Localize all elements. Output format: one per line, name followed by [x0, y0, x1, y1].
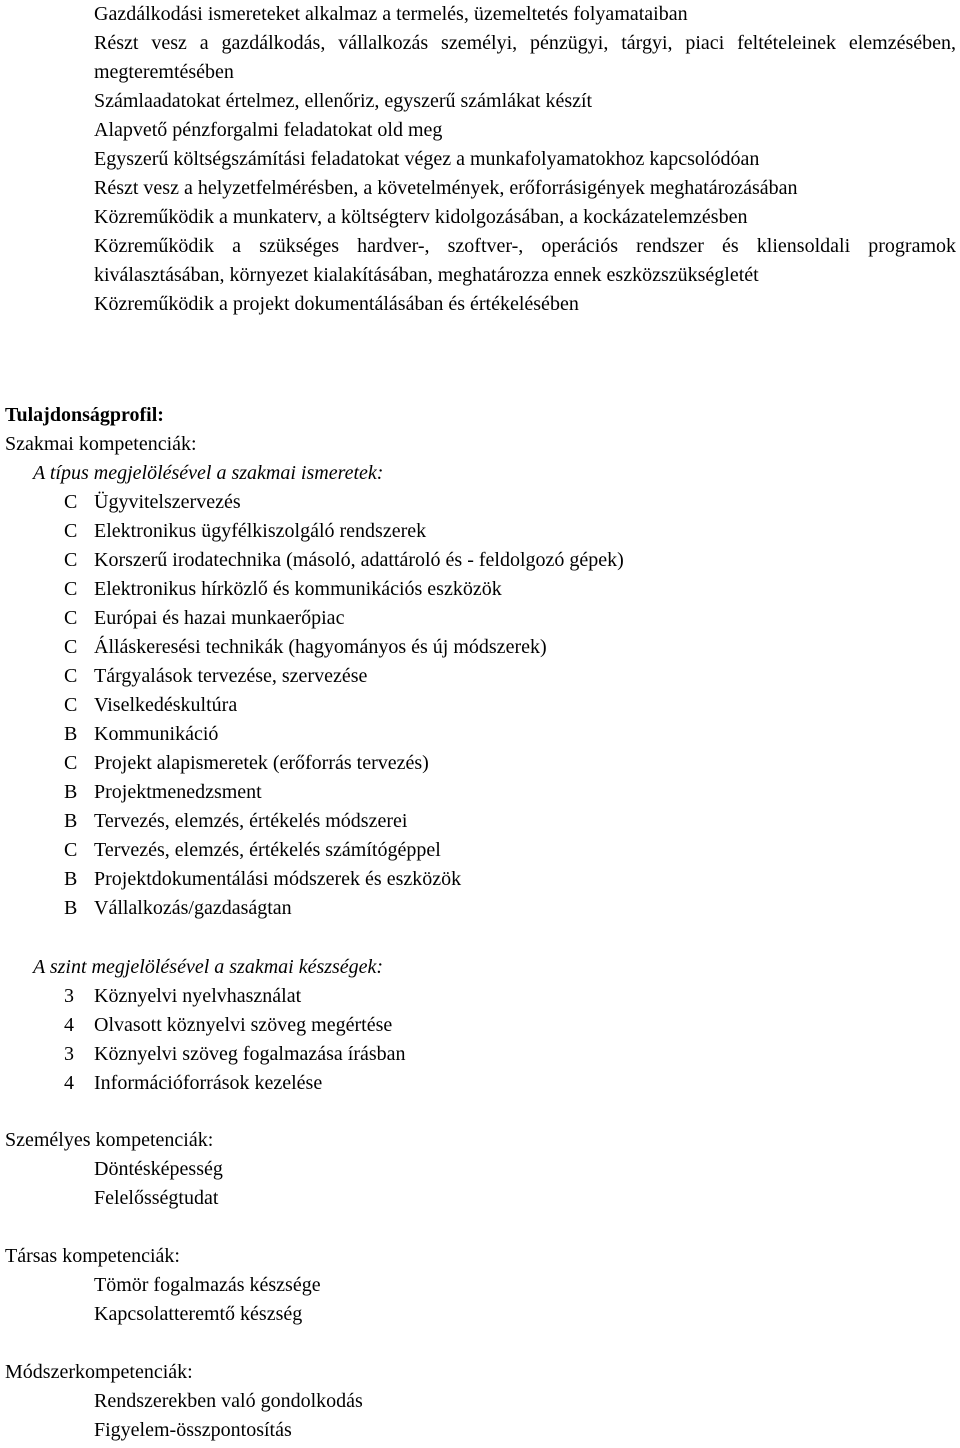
knowledge-text: Kommunikáció — [94, 723, 219, 745]
knowledge-text: Korszerű irodatechnika (másoló, adattároló és - feldolgozó gépek) — [94, 549, 624, 571]
level-number: 4 — [64, 1072, 74, 1094]
personal-competency: Döntésképesség — [94, 1158, 223, 1180]
task-item: Közreműködik a szükséges hardver-, szoftver-, operációs rendszer és kliensoldali programok kiválasztásában, környezet kialakításában, meghatározza ennek eszközszükségletét — [94, 235, 956, 286]
task-item: Gazdálkodási ismereteket alkalmaz a termelés, üzemeltetés folyamataiban — [94, 3, 688, 25]
knowledge-text: Tárgyalások tervezése, szervezése — [94, 665, 368, 687]
personal-competencies-label: Személyes kompetenciák: — [5, 1129, 214, 1151]
task-item: Részt vesz a gazdálkodás, vállalkozás személyi, pénzügyi, tárgyi, piaci feltételeinek elemzésében, megteremtésében — [94, 32, 956, 83]
skill-row — [0, 1011, 960, 1040]
knowledge-row — [0, 778, 960, 807]
knowledge-text: Projekt alapismeretek (erőforrás tervezés) — [94, 752, 429, 774]
knowledge-row — [0, 836, 960, 865]
skill-text: Köznyelvi szöveg fogalmazása írásban — [94, 1043, 406, 1065]
knowledge-row — [0, 546, 960, 575]
social-competencies-label: Társas kompetenciák: — [5, 1245, 180, 1267]
level-code: B — [64, 723, 78, 745]
skills-heading: A szint megjelölésével a szakmai készségek: — [33, 956, 384, 978]
level-code: C — [64, 636, 78, 658]
knowledge-row — [0, 865, 960, 894]
skill-row — [0, 1069, 960, 1098]
level-code: B — [64, 810, 78, 832]
level-number: 3 — [64, 985, 74, 1007]
knowledge-row — [0, 807, 960, 836]
task-item: Közreműködik a projekt dokumentálásában és értékelésében — [94, 293, 579, 315]
social-competency: Tömör fogalmazás készsége — [94, 1274, 321, 1296]
skill-text: Köznyelvi nyelvhasználat — [94, 985, 302, 1007]
skills-list — [0, 982, 960, 1098]
knowledge-row — [0, 604, 960, 633]
knowledge-list — [0, 488, 960, 923]
knowledge-text: Tervezés, elemzés, értékelés számítógéppel — [94, 839, 441, 861]
level-code: C — [64, 549, 78, 571]
knowledge-text: Vállalkozás/gazdaságtan — [94, 897, 292, 919]
knowledge-row — [0, 894, 960, 923]
knowledge-row — [0, 662, 960, 691]
level-code: C — [64, 752, 78, 774]
level-code: C — [64, 665, 78, 687]
level-code: C — [64, 520, 78, 542]
level-code: C — [64, 694, 78, 716]
level-number: 4 — [64, 1014, 74, 1036]
level-code: C — [64, 491, 78, 513]
level-code: C — [64, 839, 78, 861]
knowledge-text: Elektronikus hírközlő és kommunikációs eszközök — [94, 578, 502, 600]
task-item: Részt vesz a helyzetfelmérésben, a követelmények, erőforrásigények meghatározásában — [94, 177, 798, 199]
knowledge-text: Elektronikus ügyfélkiszolgáló rendszerek — [94, 520, 427, 542]
social-competency: Kapcsolatteremtő készség — [94, 1303, 303, 1325]
knowledge-text: Projektmenedzsment — [94, 781, 262, 803]
knowledge-row — [0, 720, 960, 749]
method-competency: Figyelem-összpontosítás — [94, 1419, 292, 1441]
knowledge-text: Álláskeresési technikák (hagyományos és új módszerek) — [94, 636, 547, 658]
skill-text: Olvasott köznyelvi szöveg megértése — [94, 1014, 393, 1036]
professional-competencies-label: Szakmai kompetenciák: — [5, 433, 197, 455]
skill-text: Információforrások kezelése — [94, 1072, 323, 1094]
method-competencies-label: Módszerkompetenciák: — [5, 1361, 193, 1383]
knowledge-text: Európai és hazai munkaerőpiac — [94, 607, 345, 629]
skill-row — [0, 982, 960, 1011]
level-code: B — [64, 897, 78, 919]
personal-competency: Felelősségtudat — [94, 1187, 219, 1209]
knowledge-text: Tervezés, elemzés, értékelés módszerei — [94, 810, 408, 832]
knowledge-row — [0, 633, 960, 662]
knowledge-row — [0, 575, 960, 604]
task-item: Alapvető pénzforgalmi feladatokat old meg — [94, 119, 443, 141]
profile-heading: Tulajdonságprofil: — [5, 404, 164, 426]
knowledge-row — [0, 488, 960, 517]
knowledge-text: Viselkedéskultúra — [94, 694, 238, 716]
knowledge-row — [0, 749, 960, 778]
knowledge-text: Projektdokumentálási módszerek és eszközök — [94, 868, 462, 890]
level-code: C — [64, 607, 78, 629]
knowledge-row — [0, 691, 960, 720]
skill-row — [0, 1040, 960, 1069]
task-item: Számlaadatokat értelmez, ellenőriz, egyszerű számlákat készít — [94, 90, 593, 112]
level-code: B — [64, 781, 78, 803]
method-competency: Rendszerekben való gondolkodás — [94, 1390, 363, 1412]
task-list — [94, 0, 956, 319]
knowledge-text: Ügyvitelszervezés — [94, 491, 241, 513]
task-item: Egyszerű költségszámítási feladatokat végez a munkafolyamatokhoz kapcsolódóan — [94, 148, 760, 170]
task-item: Közreműködik a munkaterv, a költségterv kidolgozásában, a kockázatelemzésben — [94, 206, 748, 228]
level-code: B — [64, 868, 78, 890]
level-code: C — [64, 578, 78, 600]
knowledge-heading: A típus megjelölésével a szakmai ismeretek: — [33, 462, 384, 484]
level-number: 3 — [64, 1043, 74, 1065]
knowledge-row — [0, 517, 960, 546]
